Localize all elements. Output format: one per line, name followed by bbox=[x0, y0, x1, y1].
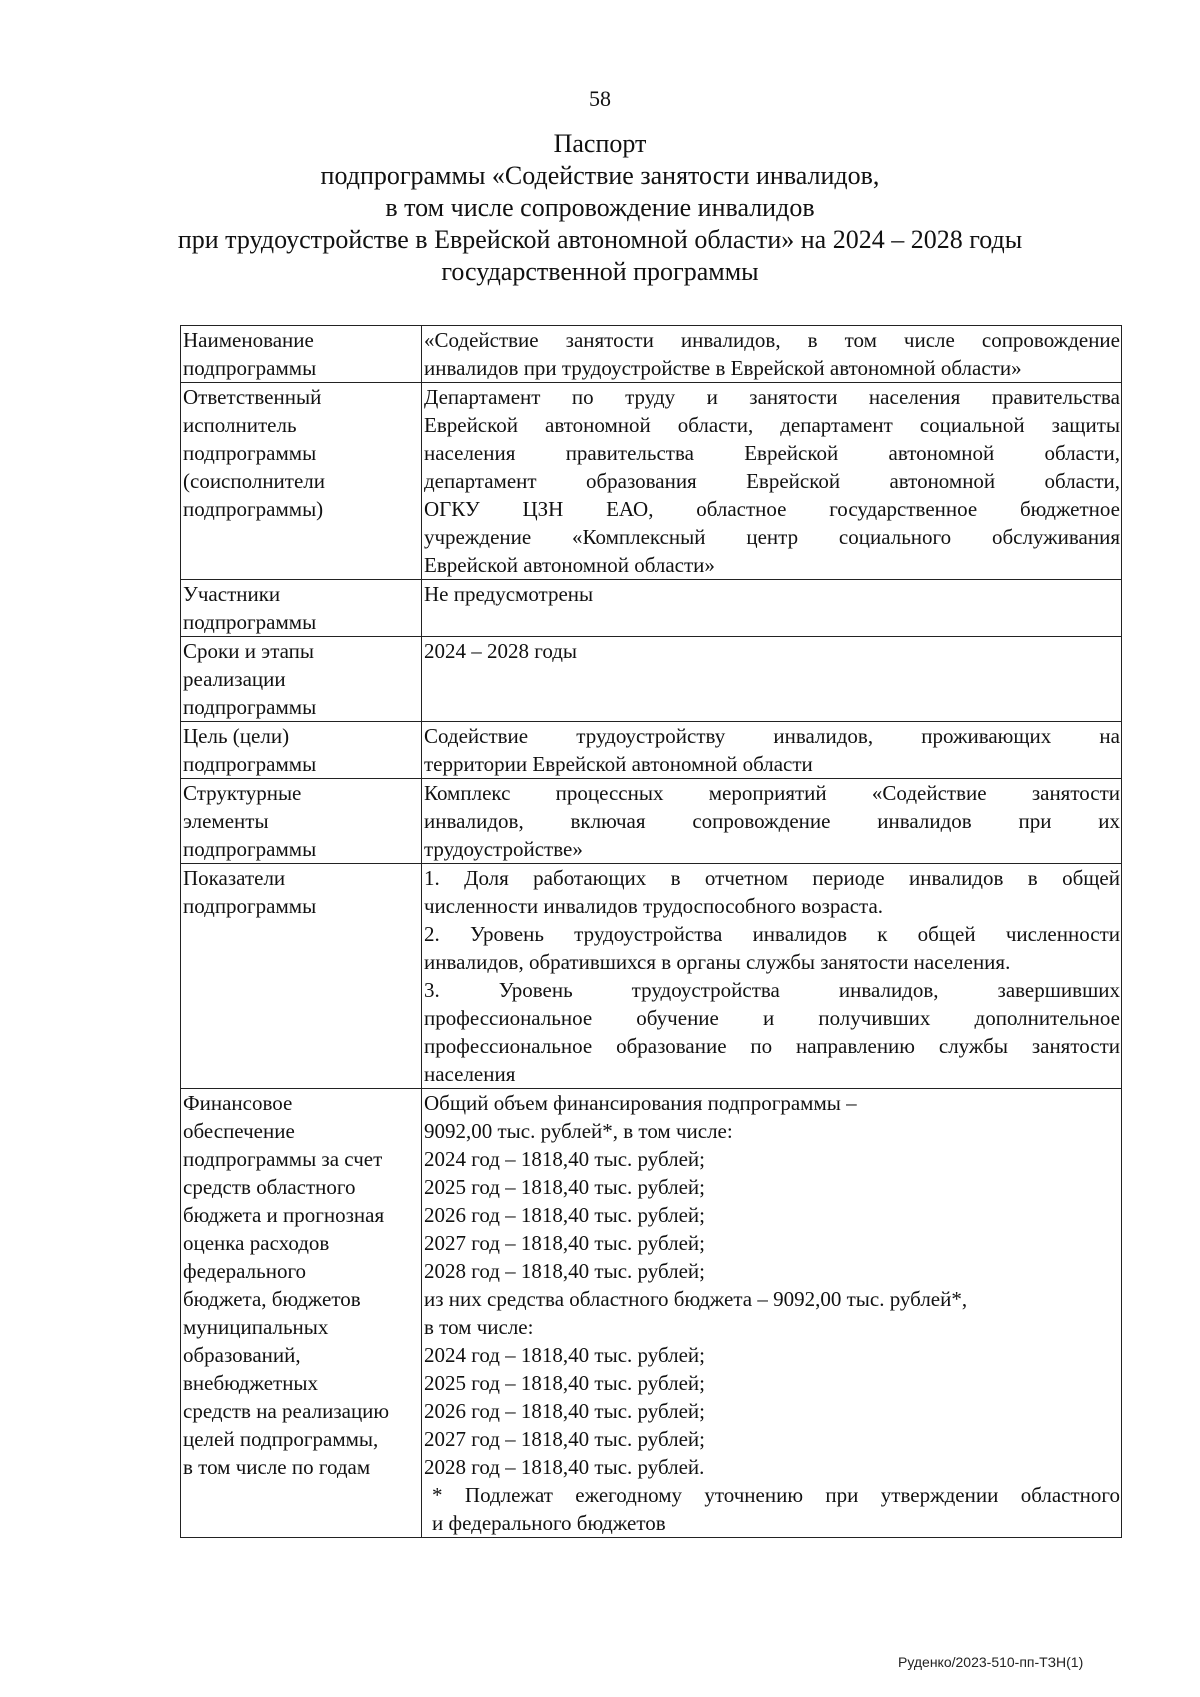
label-cell: Ответственный исполнитель подпрограммы (соисполнители подпрограммы) bbox=[181, 383, 422, 580]
footnote: * Подлежат ежегодному уточнению при утверждении областного bbox=[432, 1483, 1120, 1507]
page-number: 58 bbox=[589, 86, 611, 111]
label-cell: Участники подпрограммы bbox=[181, 580, 422, 637]
label-cell: Структурные элементы подпрограммы bbox=[181, 779, 422, 864]
title-line-5: государственной программы bbox=[441, 257, 759, 286]
value-cell: 2024 – 2028 годы bbox=[422, 637, 1122, 722]
row-finance bbox=[181, 1089, 1122, 1538]
value-cell: Не предусмотрены bbox=[422, 580, 1122, 637]
row-participants bbox=[181, 580, 1122, 637]
row-indicators bbox=[181, 864, 1122, 1089]
label-cell: Наименование подпрограммы bbox=[181, 326, 422, 383]
value-cell: Общий объем финансирования подпрограммы – 9092,00 тыс. рублей*, в том числе: 2024 год – 1818,40 тыс. рублей; 2025 год – 1818,40 тыс. рублей; 2026 год – 1818,40 тыс. рублей; 2027 год – 1818,40 тыс. рублей; 2028 год – 1818,40 тыс. рублей; из них средства областного бюджета – 9092,00 тыс. рублей*, в том числе: 2024 год – 1818,40 тыс. рублей; 2025 год – 1818,40 тыс. рублей; 2026 год – 1818,40 тыс. рублей; 2027 год – 1818,40 тыс. рублей; 2028 год – 1818,40 тыс. рублей. * Подлежат ежегодному уточнению при утверждении областного и федерального бюджетов bbox=[422, 1089, 1122, 1538]
value-cell: Содействие трудоустройству инвалидов, проживающих на территории Еврейской автономной области bbox=[422, 722, 1122, 779]
label-cell: Сроки и этапы реализации подпрограммы bbox=[181, 637, 422, 722]
title-line-1: Паспорт bbox=[553, 129, 647, 158]
passport-table bbox=[180, 325, 1122, 1538]
footnote: и федерального бюджетов bbox=[432, 1511, 666, 1535]
title-line-4: при трудоустройстве в Еврейской автономной области» на 2024 – 2028 годы bbox=[177, 225, 1023, 254]
document-registration-stamp: Руденко/2023-510-пп-ТЗН(1) bbox=[898, 1654, 1084, 1670]
label-cell: Финансовое обеспечение подпрограммы за счет средств областного бюджета и прогнозная оценка расходов федерального бюджета, бюджетов муниципальных образований, внебюджетных средств на реализацию целей подпрограммы, в том числе по годам bbox=[181, 1089, 422, 1538]
value-cell: 1. Доля работающих в отчетном периоде инвалидов в общей численности инвалидов трудоспособного возраста. 2. Уровень трудоустройства инвалидов к общей численности инвалидов, обратившихся в органы службы занятости населения. 3. Уровень трудоустройства инвалидов, завершивших профессиональное обучение и получивших дополнительное профессиональное образование по направлению службы занятости населения bbox=[422, 864, 1122, 1089]
row-goal bbox=[181, 722, 1122, 779]
document-title bbox=[0, 128, 1200, 288]
row-name bbox=[181, 326, 1122, 383]
row-responsible bbox=[181, 383, 1122, 580]
row-terms bbox=[181, 637, 1122, 722]
value-cell: Департамент по труду и занятости населения правительства Еврейской автономной области, департамент социальной защиты населения правительства Еврейской автономной области, департамент образования Еврейской автономной области, ОГКУ ЦЗН ЕАО, областное государственное бюджетное учреждение «Комплексный центр социального обслуживания Еврейской автономной области» bbox=[422, 383, 1122, 580]
value-cell: «Содействие занятости инвалидов, в том числе сопровождение инвалидов при трудоустройстве в Еврейской автономной области» bbox=[422, 326, 1122, 383]
title-line-3: в том числе сопровождение инвалидов bbox=[385, 193, 815, 222]
value-cell: Комплекс процессных мероприятий «Содействие занятости инвалидов, включая сопровождение инвалидов при их трудоустройстве» bbox=[422, 779, 1122, 864]
row-structure bbox=[181, 779, 1122, 864]
label-cell: Показатели подпрограммы bbox=[181, 864, 422, 1089]
title-line-2: подпрограммы «Содействие занятости инвалидов, bbox=[320, 161, 880, 190]
label-cell: Цель (цели) подпрограммы bbox=[181, 722, 422, 779]
